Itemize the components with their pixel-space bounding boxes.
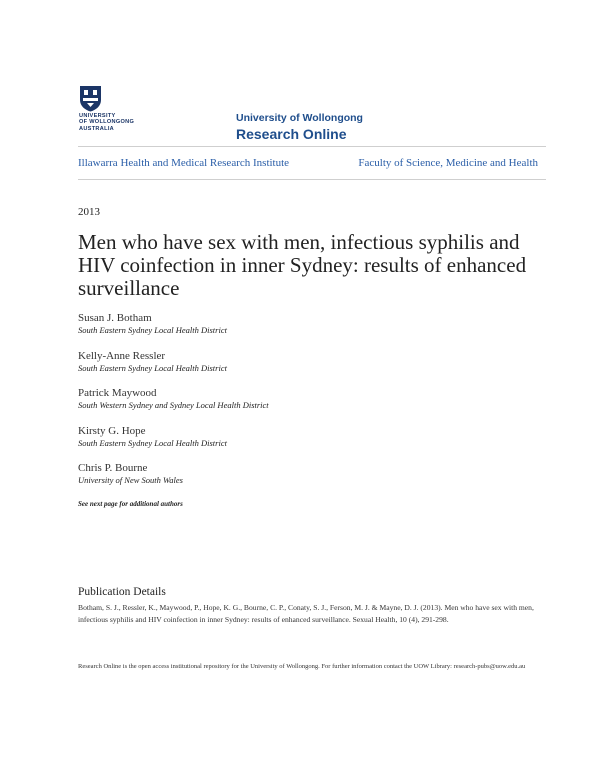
author-name: Chris P. Bourne (78, 462, 148, 474)
author-affiliation: South Western Sydney and Sydney Local Health District (78, 400, 269, 410)
author-name: Susan J. Botham (78, 312, 152, 324)
logo-line: UNIVERSITY (79, 113, 116, 119)
logo-wordmark (79, 113, 149, 132)
divider (78, 146, 546, 147)
repository-name[interactable]: Research Online (236, 126, 347, 142)
crest-icon (79, 85, 102, 112)
author-list (78, 311, 548, 499)
publication-year: 2013 (78, 206, 100, 218)
author-entry (78, 386, 548, 424)
author-affiliation: South Eastern Sydney Local Health District (78, 325, 227, 335)
repository-heading (236, 112, 436, 143)
author-entry (78, 424, 548, 462)
author-name: Kirsty G. Hope (78, 424, 146, 437)
paper-title: Men who have sex with men, infectious syphilis and HIV coinfection in inner Sydney: results of enhanced surveillance (78, 230, 527, 300)
department-link-right[interactable]: Faculty of Science, Medicine and Health (358, 157, 538, 169)
publication-details-heading: Publication Details (78, 586, 166, 598)
author-name: Kelly-Anne Ressler (78, 349, 166, 362)
uow-logo (78, 85, 148, 137)
author-entry (78, 349, 548, 387)
author-affiliation: South Eastern Sydney Local Health District (78, 362, 227, 373)
publication-details-text: Botham, S. J., Ressler, K., Maywood, P., Hope, K. G., Bourne, C. P., Conaty, S. J., Ferson, M. J. & Mayne, D. J. (2013). Men who have sex with men, infectious syphilis and HIV coinfection in inner Sydney: results of enhanced surveillance. Sexual Health, 10 (4), 291-298. (78, 603, 534, 624)
author-name: Patrick Maywood (78, 387, 157, 399)
logo-line: OF WOLLONGONG (79, 119, 135, 126)
logo-line: AUSTRALIA (79, 125, 115, 132)
author-entry (78, 311, 548, 349)
author-affiliation: University of New South Wales (78, 475, 183, 485)
author-affiliation: South Eastern Sydney Local Health District (78, 437, 227, 448)
department-link-left[interactable]: Illawarra Health and Medical Research Institute (78, 157, 290, 169)
divider (78, 179, 546, 180)
repository-footer-note: Research Online is the open access institutional repository for the University of Wollongong. For further information contact the UOW Library: research-pubs@uow.edu.au (78, 663, 526, 670)
institution-name[interactable]: University of Wollongong (236, 112, 363, 124)
author-entry (78, 461, 548, 499)
additional-authors-note: See next page for additional authors (78, 500, 183, 508)
